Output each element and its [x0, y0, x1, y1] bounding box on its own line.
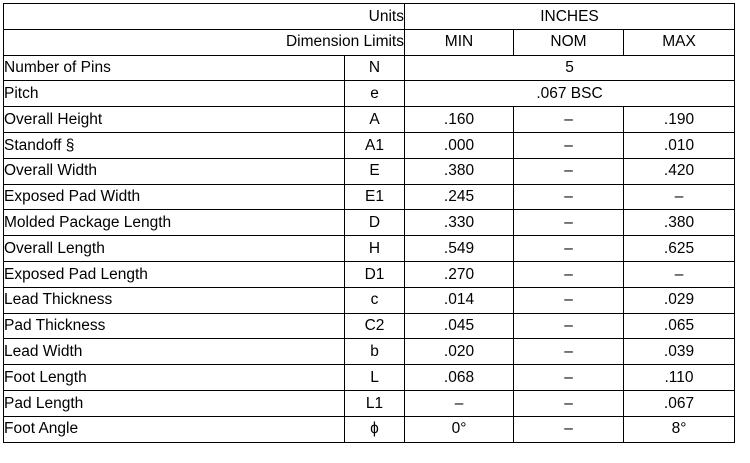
table-row	[4, 390, 735, 416]
max-value: 8°	[624, 416, 735, 442]
dimension-label: Lead Width	[4, 339, 345, 365]
dimension-label: Pitch	[4, 81, 345, 107]
min-value: –	[405, 390, 514, 416]
min-value: .068	[405, 365, 514, 391]
max-value: .039	[624, 339, 735, 365]
max-value: .190	[624, 107, 735, 133]
table-row	[4, 313, 735, 339]
min-value: .549	[405, 236, 514, 262]
min-value: .380	[405, 158, 514, 184]
dimension-symbol: ϕ	[345, 416, 405, 442]
min-value: .245	[405, 184, 514, 210]
units-value: INCHES	[405, 4, 735, 30]
dimension-limits-label: Dimension Limits	[4, 29, 405, 55]
max-header: MAX	[624, 29, 735, 55]
table-row	[4, 416, 735, 442]
max-value: .065	[624, 313, 735, 339]
nom-value: –	[514, 390, 624, 416]
max-value: .067	[624, 390, 735, 416]
dimension-label: Overall Length	[4, 236, 345, 262]
min-header: MIN	[405, 29, 514, 55]
nom-header: NOM	[514, 29, 624, 55]
dimension-label: Molded Package Length	[4, 210, 345, 236]
nom-value: –	[514, 107, 624, 133]
min-value: .160	[405, 107, 514, 133]
nom-value: –	[514, 158, 624, 184]
dimension-label: Overall Width	[4, 158, 345, 184]
dimension-table	[3, 3, 735, 443]
dimension-label: Overall Height	[4, 107, 345, 133]
nom-value: –	[514, 210, 624, 236]
max-value: –	[624, 184, 735, 210]
max-value: .029	[624, 287, 735, 313]
table-row	[4, 158, 735, 184]
dimension-label: Pad Length	[4, 390, 345, 416]
nom-value: –	[514, 339, 624, 365]
dimension-symbol: H	[345, 236, 405, 262]
table-row	[4, 339, 735, 365]
dimension-symbol: e	[345, 81, 405, 107]
dimension-symbol: A	[345, 107, 405, 133]
dimension-label: Exposed Pad Length	[4, 261, 345, 287]
nom-value: –	[514, 365, 624, 391]
dimension-symbol: E1	[345, 184, 405, 210]
dimension-symbol: N	[345, 55, 405, 81]
table-row	[4, 210, 735, 236]
table-row	[4, 132, 735, 158]
nom-value: –	[514, 132, 624, 158]
units-row	[4, 4, 735, 30]
dimension-label: Foot Angle	[4, 416, 345, 442]
min-value: .000	[405, 132, 514, 158]
table-row	[4, 107, 735, 133]
table-row	[4, 81, 735, 107]
max-value: –	[624, 261, 735, 287]
dimension-symbol: L1	[345, 390, 405, 416]
units-label: Units	[4, 4, 405, 30]
max-value: .010	[624, 132, 735, 158]
max-value: .625	[624, 236, 735, 262]
dimension-label: Number of Pins	[4, 55, 345, 81]
nom-value: –	[514, 313, 624, 339]
max-value: .110	[624, 365, 735, 391]
min-value: 0°	[405, 416, 514, 442]
table-row	[4, 55, 735, 81]
min-value: .045	[405, 313, 514, 339]
dimension-symbol: c	[345, 287, 405, 313]
table-row	[4, 287, 735, 313]
dimension-value: 5	[405, 55, 735, 81]
table-row	[4, 184, 735, 210]
nom-value: –	[514, 287, 624, 313]
dimension-label: Foot Length	[4, 365, 345, 391]
table-row	[4, 365, 735, 391]
limits-row	[4, 29, 735, 55]
dimension-symbol: E	[345, 158, 405, 184]
nom-value: –	[514, 184, 624, 210]
min-value: .014	[405, 287, 514, 313]
max-value: .420	[624, 158, 735, 184]
nom-value: –	[514, 416, 624, 442]
dimension-symbol: C2	[345, 313, 405, 339]
dimension-symbol: A1	[345, 132, 405, 158]
min-value: .270	[405, 261, 514, 287]
dimension-label: Pad Thickness	[4, 313, 345, 339]
dimension-label: Standoff §	[4, 132, 345, 158]
dimension-symbol: L	[345, 365, 405, 391]
dimension-label: Exposed Pad Width	[4, 184, 345, 210]
min-value: .330	[405, 210, 514, 236]
max-value: .380	[624, 210, 735, 236]
min-value: .020	[405, 339, 514, 365]
table-row	[4, 236, 735, 262]
dimension-symbol: D1	[345, 261, 405, 287]
dimension-value: .067 BSC	[405, 81, 735, 107]
dimension-symbol: D	[345, 210, 405, 236]
dimension-label: Lead Thickness	[4, 287, 345, 313]
nom-value: –	[514, 261, 624, 287]
dimension-symbol: b	[345, 339, 405, 365]
table-row	[4, 261, 735, 287]
nom-value: –	[514, 236, 624, 262]
